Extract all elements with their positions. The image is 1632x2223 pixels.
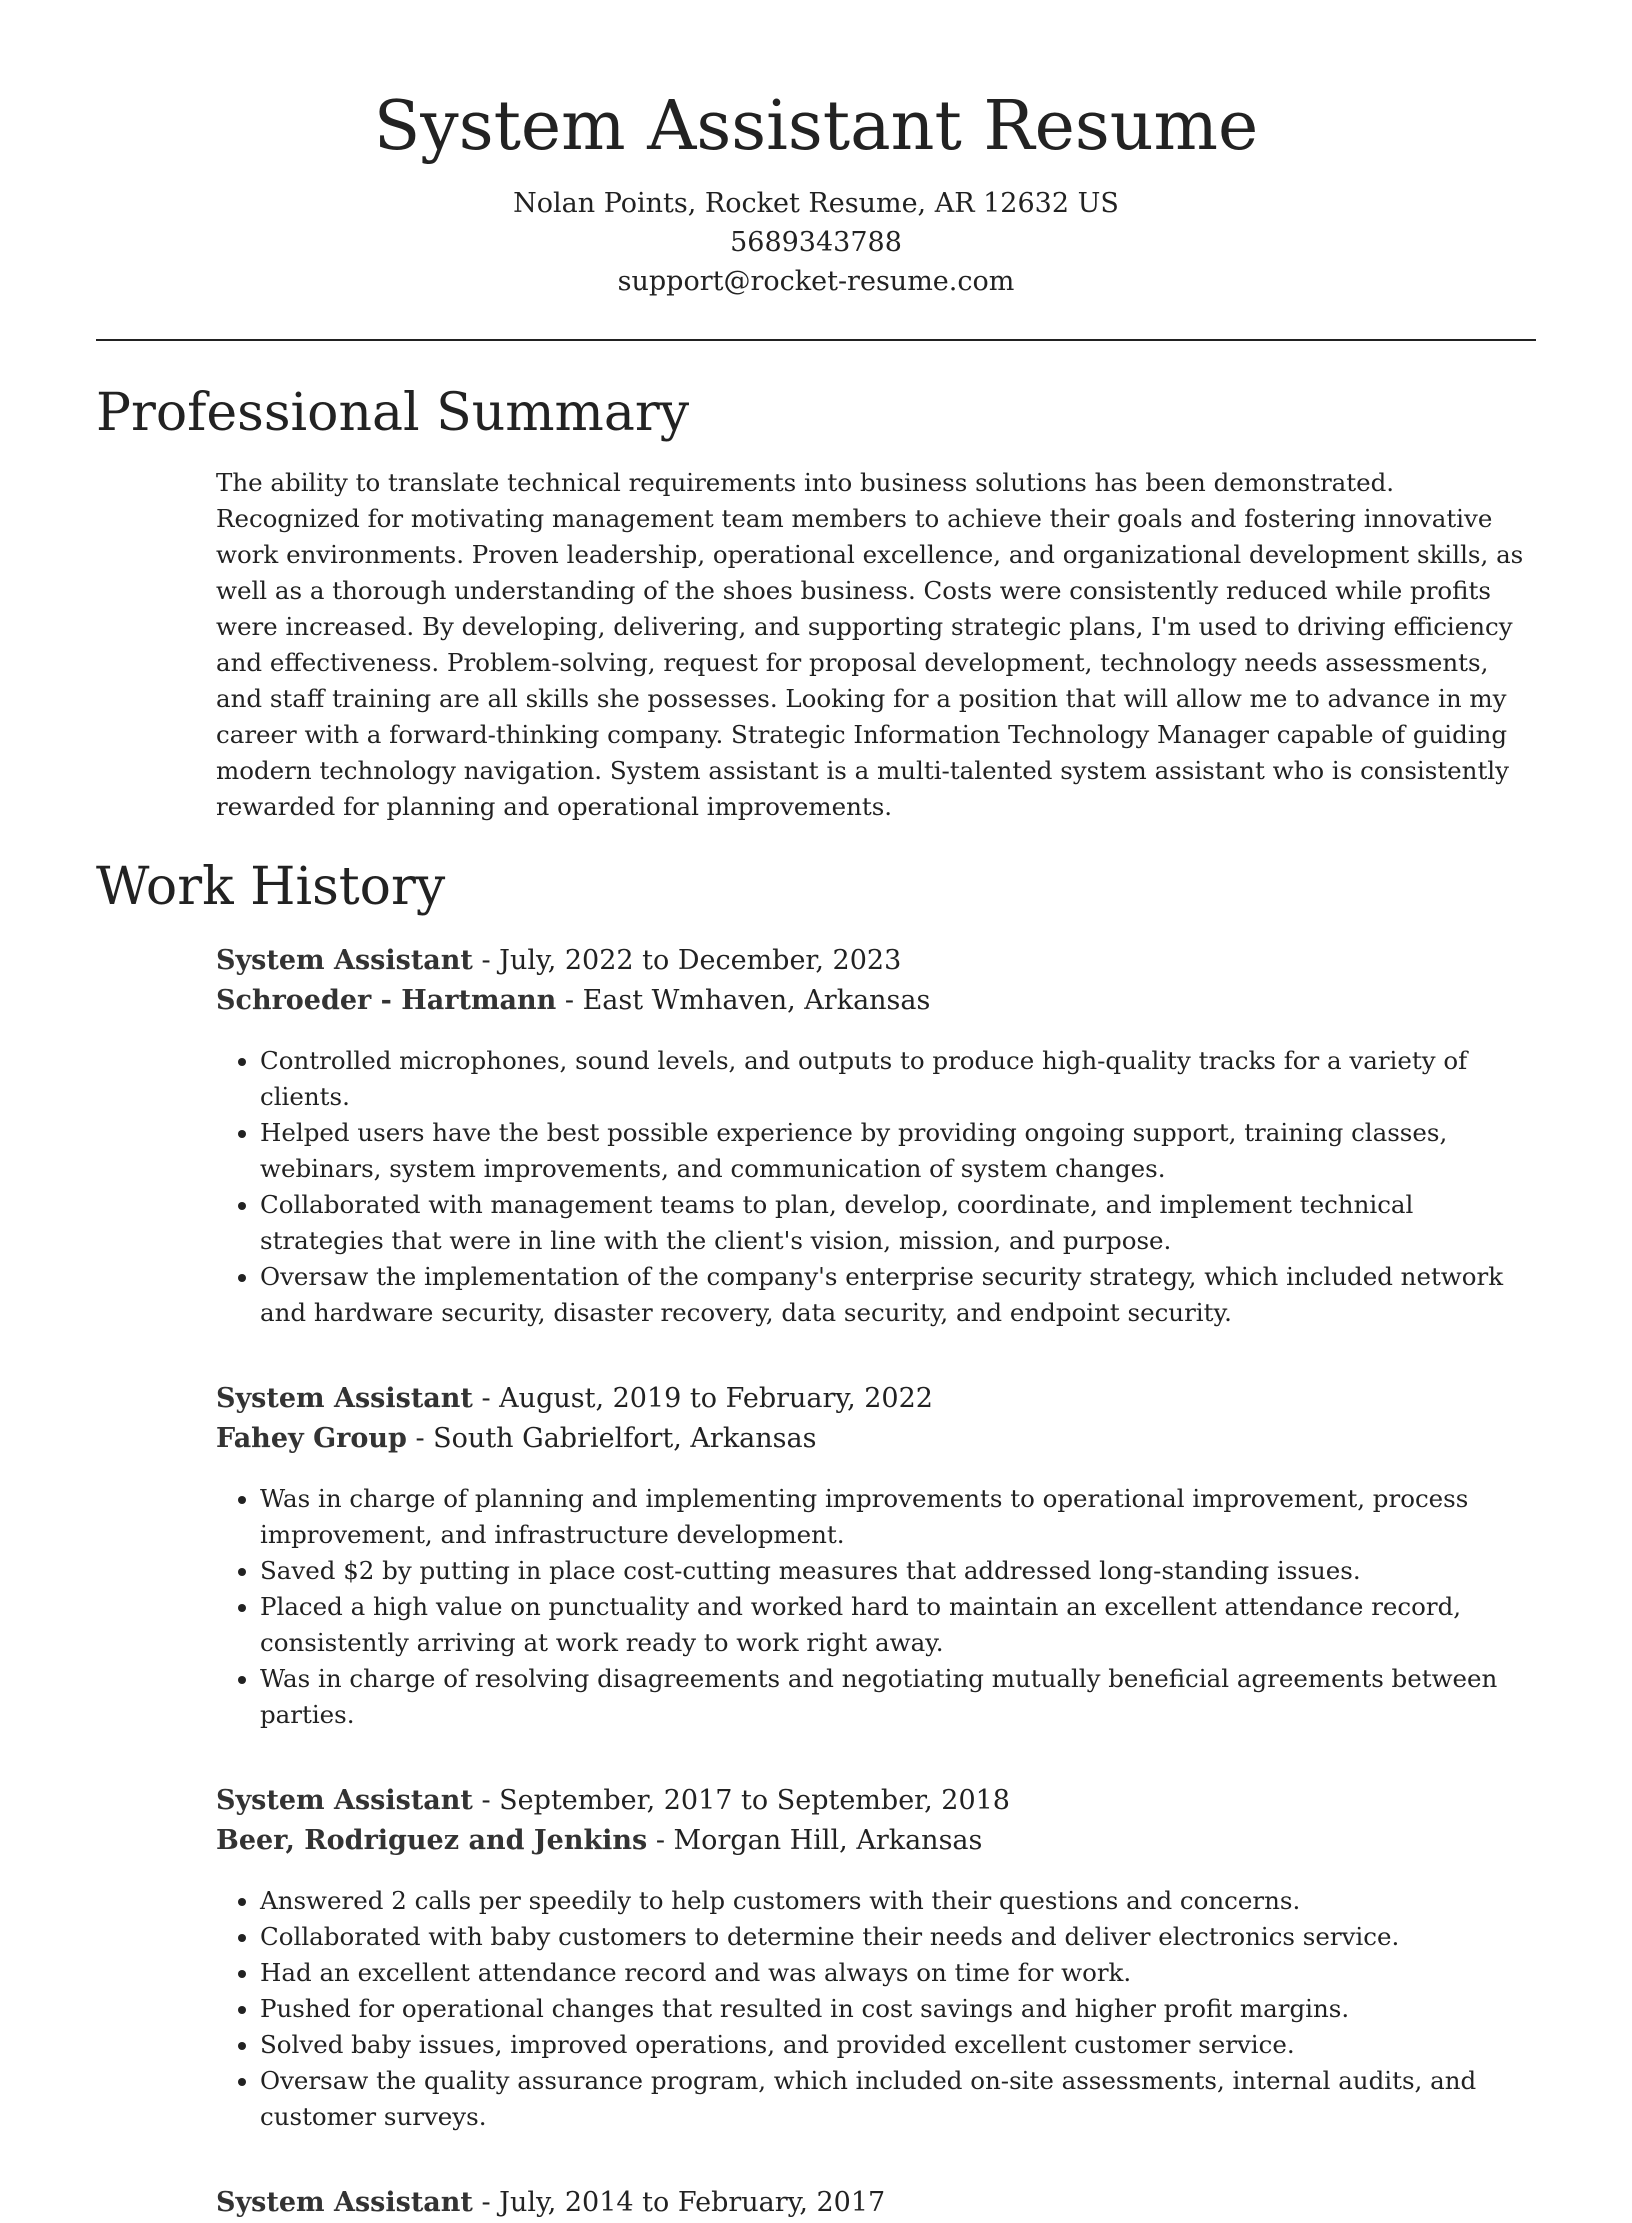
list-item: • Answered 2 calls per speedily to help customers with their questions and concerns. — [260, 1883, 1536, 1919]
job-title-line — [216, 941, 1536, 981]
contact-phone: 5689343788 — [730, 227, 902, 258]
job-company: Schroeder - Hartmann — [216, 985, 557, 1016]
list-item: • Placed a high value on punctuality and worked hard to maintain an excellent attendance record, consistently arriving at work ready to work right away. — [260, 1589, 1536, 1661]
job-title-line — [216, 1781, 1536, 1821]
job-bullets — [216, 1481, 1536, 1733]
list-item: • Pushed for operational changes that resulted in cost savings and higher profit margins. — [260, 1991, 1536, 2027]
job-title-line — [216, 1379, 1536, 1419]
job-location: - Morgan Hill, Arkansas — [647, 1825, 983, 1856]
summary-heading: Professional Summary — [96, 383, 690, 443]
job-title: System Assistant — [216, 1785, 473, 1816]
page-title: System Assistant Resume — [373, 87, 1259, 166]
summary-text: The ability to translate technical requirements into business solutions has been demonstrated. Recognized for motivating management team members to achieve their goals and fostering innovative work environments. Proven leadership, operational excellence, and organizational development skills, as well as a thorough understanding of the shoes business. Costs were consistently reduced while profits were increased. By developing, delivering, and supporting strategic plans, I'm used to driving efficiency and effectiveness. Problem-solving, request for proposal development, technology needs assessments, and staff training are all skills she possesses. Looking for a position that will allow me to advance in my career with a forward-thinking company. Strategic Information Technology Manager capable of guiding modern technology navigation. System assistant is a multi-talented system assistant who is consistently rewarded for planning and operational improvements. — [216, 468, 1524, 821]
job-title: System Assistant — [216, 1383, 473, 1414]
list-item: • Oversaw the implementation of the company's enterprise security strategy, which included network and hardware security, disaster recovery, data security, and endpoint security. — [260, 1259, 1536, 1331]
list-item: • Collaborated with baby customers to determine their needs and deliver electronics service. — [260, 1919, 1536, 1955]
work-history-heading: Work History — [96, 857, 446, 917]
job-company-line — [216, 1419, 1536, 1459]
work-history-list — [216, 941, 1536, 2223]
job-entry — [216, 1781, 1536, 2135]
job-title: System Assistant — [216, 2187, 473, 2218]
list-item: • Had an excellent attendance record and was always on time for work. — [260, 1955, 1536, 1991]
list-item: • Collaborated with management teams to plan, develop, coordinate, and implement technical strategies that were in line with the client's vision, mission, and purpose. — [260, 1187, 1536, 1259]
job-location: - South Gabrielfort, Arkansas — [406, 1423, 817, 1454]
job-entry — [216, 2183, 1536, 2223]
list-item: • Oversaw the quality assurance program, which included on-site assessments, internal audits, and customer surveys. — [260, 2063, 1536, 2135]
contact-address: Nolan Points, Rocket Resume, AR 12632 US — [513, 188, 1119, 219]
job-company-line — [216, 1821, 1536, 1861]
job-dates: - July, 2022 to December, 2023 — [472, 945, 902, 976]
job-entry — [216, 1379, 1536, 1733]
job-company: Fahey Group — [216, 1423, 407, 1454]
list-item: • Was in charge of planning and implementing improvements to operational improvement, process improvement, and infrastructure development. — [260, 1481, 1536, 1553]
job-company: Beer, Rodriguez and Jenkins — [216, 1825, 648, 1856]
job-dates: - July, 2014 to February, 2017 — [472, 2187, 886, 2218]
contact-block — [96, 184, 1536, 301]
list-item: • Helped users have the best possible experience by providing ongoing support, training classes, webinars, system improvements, and communication of system changes. — [260, 1115, 1536, 1187]
list-item: • Controlled microphones, sound levels, and outputs to produce high-quality tracks for a variety of clients. — [260, 1043, 1536, 1115]
job-location: - East Wmhaven, Arkansas — [556, 985, 931, 1016]
contact-email: support@rocket-resume.com — [617, 266, 1015, 297]
list-item: • Solved baby issues, improved operations, and provided excellent customer service. — [260, 2027, 1536, 2063]
list-item: • Was in charge of resolving disagreements and negotiating mutually beneficial agreements between parties. — [260, 1661, 1536, 1733]
job-entry — [216, 941, 1536, 1331]
job-company-line — [216, 981, 1536, 1021]
job-title-line — [216, 2183, 1536, 2223]
job-dates: - August, 2019 to February, 2022 — [472, 1383, 933, 1414]
resume-page — [96, 0, 1536, 2223]
list-item: • Saved $2 by putting in place cost-cutting measures that addressed long-standing issues. — [260, 1553, 1536, 1589]
job-title: System Assistant — [216, 945, 473, 976]
job-dates: - September, 2017 to September, 2018 — [472, 1785, 1010, 1816]
header-divider — [96, 339, 1536, 341]
job-bullets — [216, 1883, 1536, 2135]
job-bullets — [216, 1043, 1536, 1331]
